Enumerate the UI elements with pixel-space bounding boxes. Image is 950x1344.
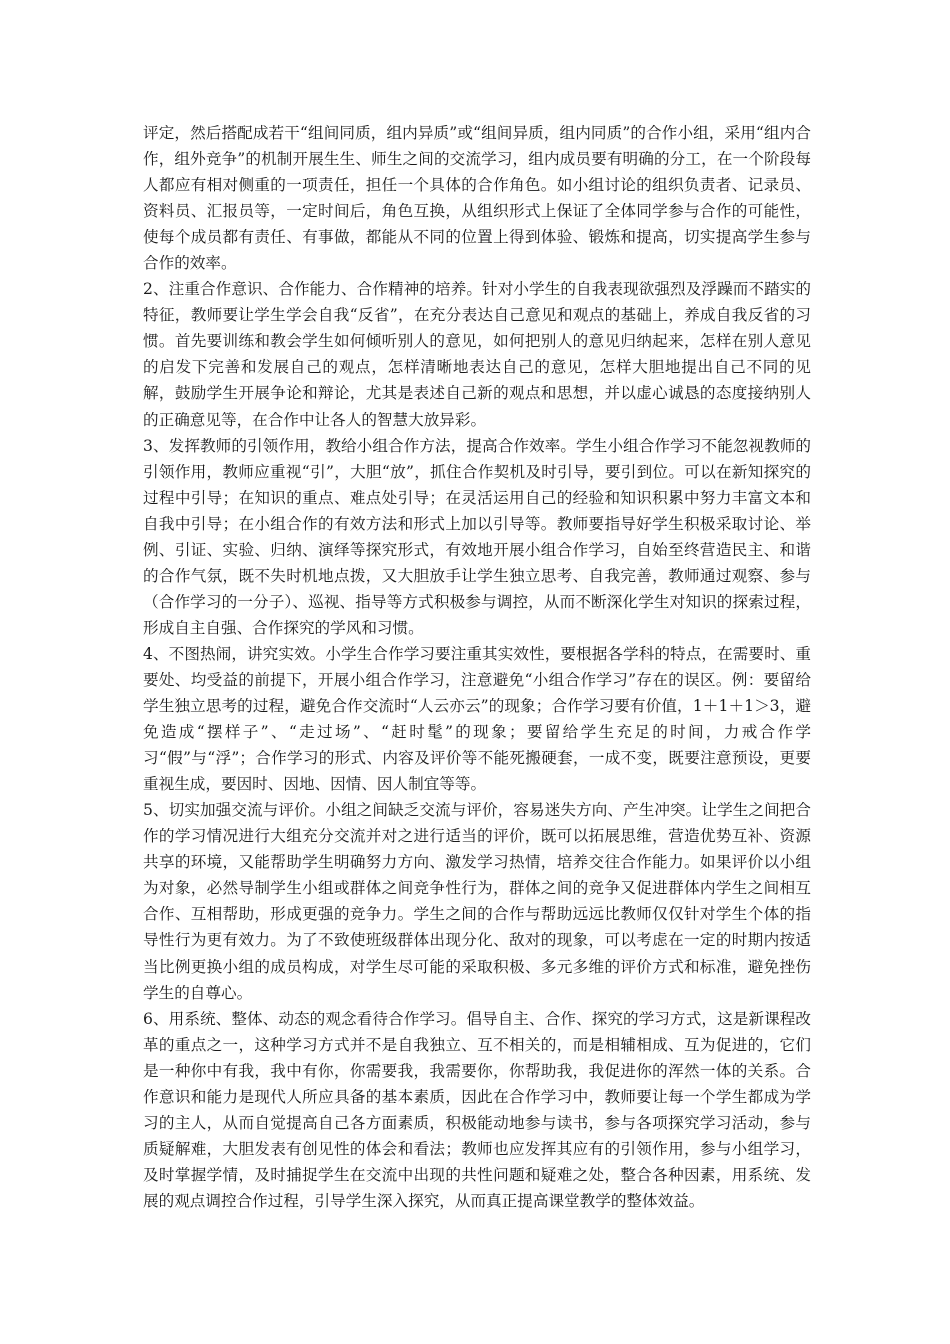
paragraph-5: 5、切实加强交流与评价。小组之间缺乏交流与评价，容易迷失方向、产生冲突。让学生之间把合作的学习情况进行大组充分交流并对之进行适当的评价，既可以拓展思维，营造优势互补、资源共享的环境，又能帮助学生明确努力方向、激发学习热情，培养交往合作能力。如果评价以小组为对象，必然导制学生小组或群体之间竞争性行为，群体之间的竞争又促进群体内学生之间相互合作、互相帮助，形成更强的竞争力。学生之间的合作与帮助远远比教师仅仅针对学生个体的指导性行为更有效力。为了不致使班级群体出现分化、敌对的现象，可以考虑在一定的时期内按适当比例更换小组的成员构成，对学生尽可能的采取积极、多元多维的评价方式和标准，避免挫伤学生的自尊心。: [143, 801, 811, 1002]
paragraph-continuation: 评定，然后搭配成若干“组间同质，组内异质”或“组间异质，组内同质”的合作小组，采用“组内合作，组外竞争”的机制开展生生、师生之间的交流学习，组内成员要有明确的分工，在一个阶段每人都应有相对侧重的一项责任，担任一个具体的合作角色。如小组讨论的组织负责者、记录员、资料员、汇报员等，一定时间后，角色互换，从组织形式上保证了全体同学参与合作的可能性，使每个成员都有责任、有事做，都能从不同的位置上得到体验、锻炼和提高，切实提高学生参与合作的效率。: [143, 124, 811, 273]
paragraph-3: 3、发挥教师的引领作用，教给小组合作方法，提高合作效率。学生小组合作学习不能忽视教师的引领作用，教师应重视“引”，大胆“放”，抓住合作契机及时引导，要引到位。可以在新知探究的过程中引导；在知识的重点、难点处引导；在灵活运用自己的经验和知识积累中努力丰富文本和自我中引导；在小组合作的有效方法和形式上加以引导等。教师要指导好学生积极采取讨论、举例、引证、实验、归纳、演绎等探究形式，有效地开展小组合作学习，自始至终营造民主、和谐的合作气氛，既不失时机地点拨，又大胆放手让学生独立思考、自我完善，教师通过观察、参与（合作学习的一分子）、巡视、指导等方式积极参与调控，从而不断深化学生对知识的探索过程，形成自主自强、合作探究的学风和习惯。: [143, 436, 811, 637]
paragraph-4: 4、不图热闹，讲究实效。小学生合作学习要注重其实效性，要根据各学科的特点，在需要时、重要处、均受益的前提下，开展小组合作学习，注意避免“小组合作学习”存在的误区。例：要留给学生独立思考的过程，避免合作交流时“人云亦云”的现象；合作学习要有价值，1＋1＋1＞3，避免造成“摆样子”、“走过场”、“赶时髦”的现象；要留给学生充足的时间，力戒合作学习“假”与“浮”；合作学习的形式、内容及评价等不能死搬硬套，一成不变，既要注意预设，更要重视生成，要因时、因地、因情、因人制宜等等。: [143, 644, 811, 794]
document-body: [143, 120, 811, 1214]
paragraph-6: 6、用系统、整体、动态的观念看待合作学习。倡导自主、合作、探究的学习方式，这是新课程改革的重点之一，这种学习方式并不是自我独立、互不相关的，而是相辅相成、互为促进的，它们是一种你中有我，我中有你，你需要我，我需要你，你帮助我，我促进你的浑然一体的关系。合作意识和能力是现代人所应具备的基本素质，因此在合作学习中，教师要让每一个学生都成为学习的主人，从而自觉提高自己各方面素质，积极能动地参与读书，参与各项探究学习活动，参与质疑解难，大胆发表有创见性的体会和看法；教师也应发挥其应有的引领作用，参与小组学习，及时掌握学情，及时捕捉学生在交流中出现的共性问题和疑难之处，整合各种因素，用系统、发展的观点调控合作过程，引导学生深入探究，从而真正提高课堂教学的整体效益。: [143, 1009, 811, 1210]
paragraph-2: 2、注重合作意识、合作能力、合作精神的培养。针对小学生的自我表现欲强烈及浮躁而不踏实的特征，教师要让学生学会自我“反省”，在充分表达自己意见和观点的基础上，养成自我反省的习惯。首先要训练和教会学生如何倾听别人的意见，如何把别人的意见归纳起来，怎样在别人意见的启发下完善和发展自己的观点，怎样清晰地表达自己的意见，怎样大胆地提出自己不同的见解，鼓励学生开展争论和辩论，尤其是表述自己新的观点和思想，并以虚心诚恳的态度接纳别人的正确意见等，在合作中让各人的智慧大放异彩。: [143, 280, 811, 429]
